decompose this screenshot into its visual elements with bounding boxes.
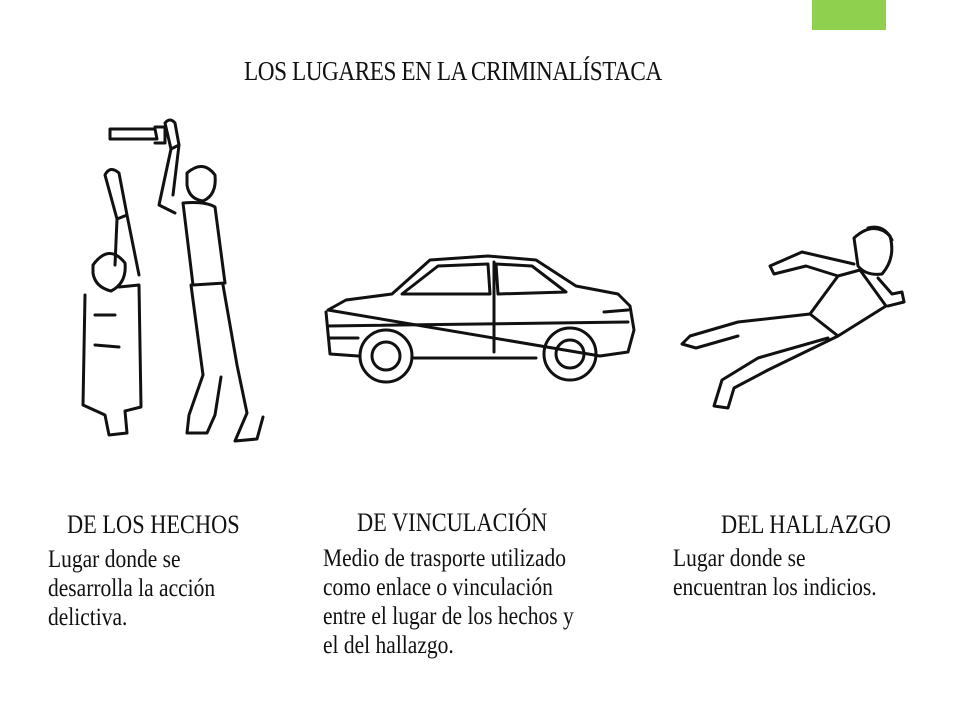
description-line: desarrolla la acción [48, 575, 216, 602]
description-line: Medio de trasporte utilizado [323, 545, 567, 572]
attack-scene-icon [75, 115, 275, 455]
section-description-hallazgo [673, 544, 877, 602]
description-line: el del hallazgo. [323, 632, 454, 659]
description-line: encuentran los indicios. [673, 574, 877, 601]
section-description-vinculacion [323, 544, 574, 660]
description-line: Lugar donde se [48, 546, 181, 573]
section-heading-hechos: DE LOS HECHOS [67, 510, 240, 539]
description-line: entre el lugar de los hechos y [323, 603, 574, 630]
description-line: como enlace o vinculación [323, 574, 553, 601]
section-description-hechos [48, 545, 215, 632]
section-heading-vinculacion: DE VINCULACIÓN [357, 508, 548, 537]
slide-title: LOS LUGARES EN LA CRIMINALÍSTACA [244, 56, 662, 86]
section-heading-hallazgo: DEL HALLAZGO [721, 510, 891, 539]
car-icon [318, 252, 640, 396]
description-line: delictiva. [48, 604, 128, 631]
accent-bar [812, 0, 886, 30]
fallen-body-icon [678, 218, 908, 418]
description-line: Lugar donde se [673, 545, 806, 572]
